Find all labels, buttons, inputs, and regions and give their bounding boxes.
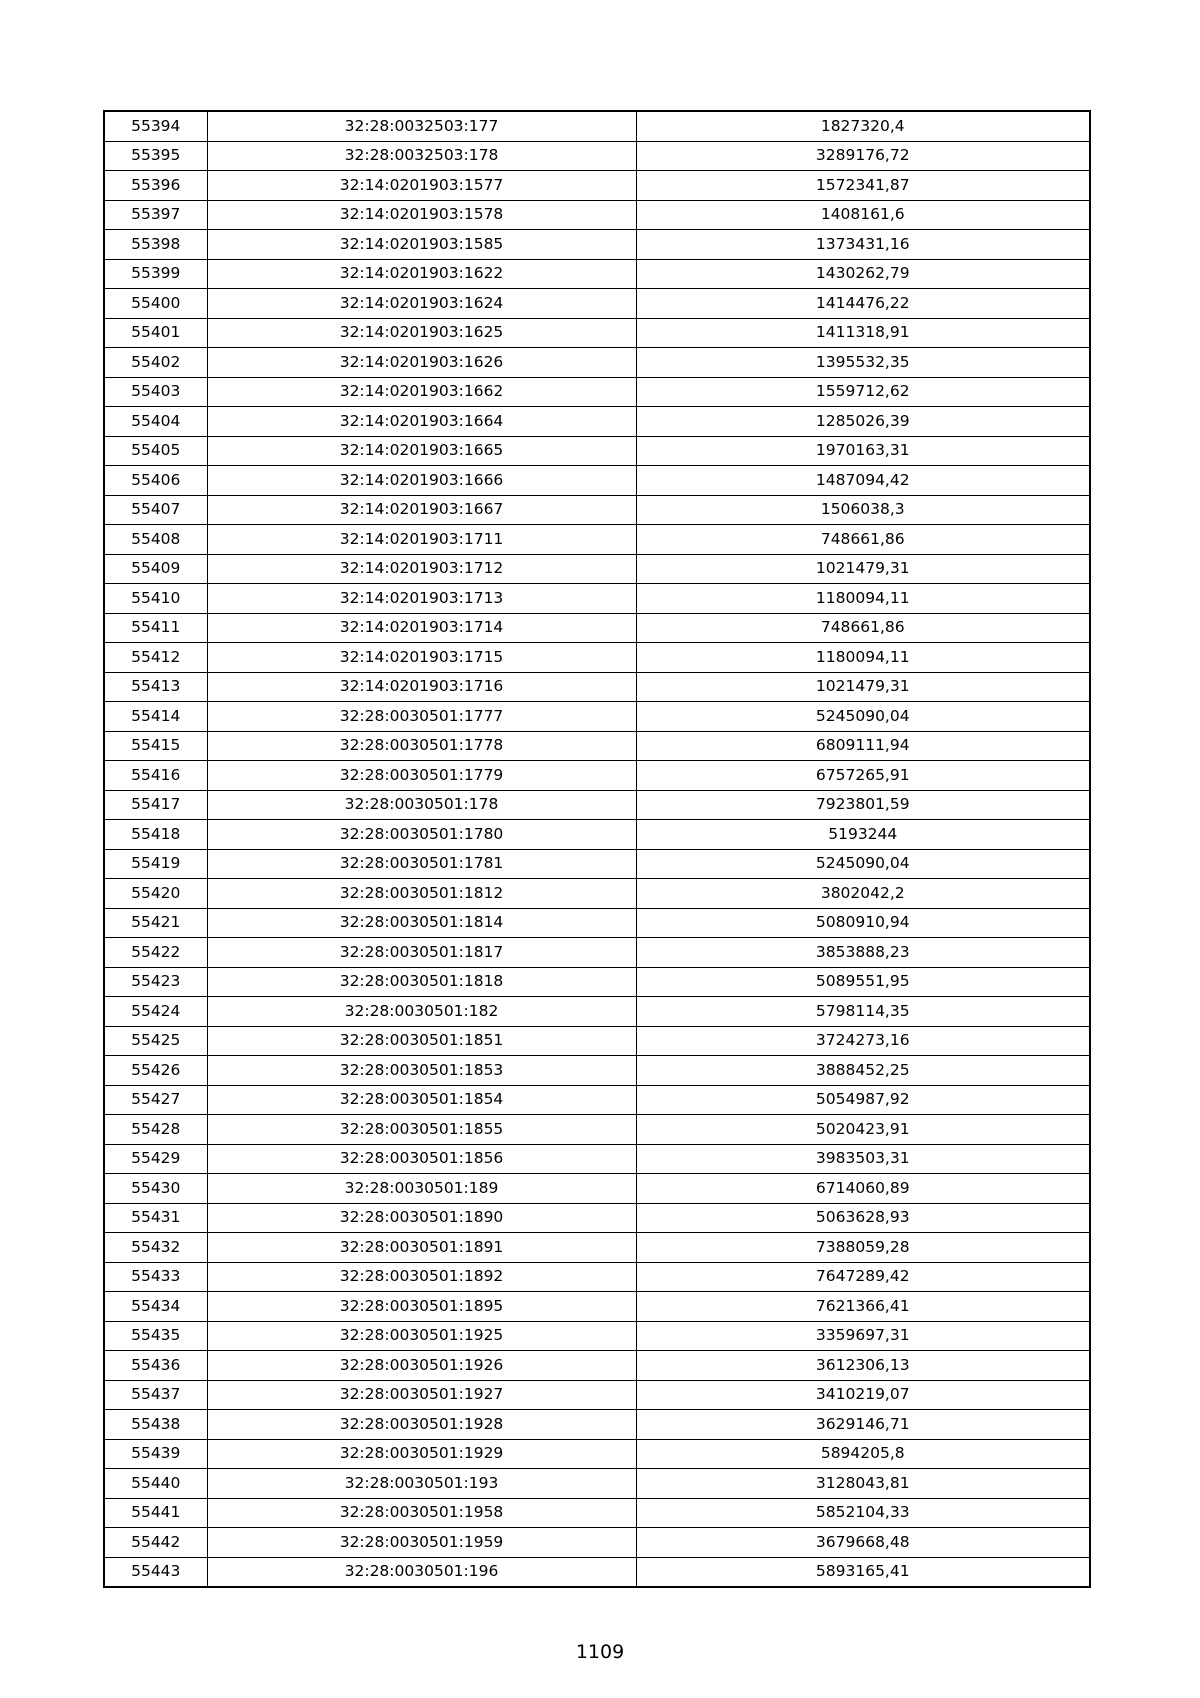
row-number-cell: 55410	[104, 584, 207, 614]
value-cell: 3853888,23	[636, 938, 1090, 968]
cadastral-number-cell: 32:28:0030501:1854	[207, 1085, 636, 1115]
value-cell: 1827320,4	[636, 111, 1090, 141]
table-row	[104, 672, 1090, 702]
value-cell: 3128043,81	[636, 1469, 1090, 1499]
page-number: 1109	[575, 1641, 625, 1663]
table-body	[104, 111, 1090, 1587]
row-number-cell: 55428	[104, 1115, 207, 1145]
value-cell: 3289176,72	[636, 141, 1090, 171]
value-cell: 3724273,16	[636, 1026, 1090, 1056]
row-number-cell: 55397	[104, 200, 207, 230]
value-cell: 3802042,2	[636, 879, 1090, 909]
cadastral-number-cell: 32:14:0201903:1585	[207, 230, 636, 260]
row-number-cell: 55404	[104, 407, 207, 437]
table-row	[104, 643, 1090, 673]
cadastral-number-cell: 32:14:0201903:1716	[207, 672, 636, 702]
table-row	[104, 1115, 1090, 1145]
value-cell: 5080910,94	[636, 908, 1090, 938]
value-cell: 1487094,42	[636, 466, 1090, 496]
cadastral-number-cell: 32:28:0030501:1851	[207, 1026, 636, 1056]
value-cell: 5852104,33	[636, 1498, 1090, 1528]
value-cell: 3612306,13	[636, 1351, 1090, 1381]
row-number-cell: 55415	[104, 731, 207, 761]
value-cell: 7621366,41	[636, 1292, 1090, 1322]
table-row	[104, 289, 1090, 319]
cadastral-number-cell: 32:28:0030501:1817	[207, 938, 636, 968]
table-row	[104, 584, 1090, 614]
row-number-cell: 55394	[104, 111, 207, 141]
cadastral-number-cell: 32:28:0030501:1818	[207, 967, 636, 997]
cadastral-number-cell: 32:14:0201903:1711	[207, 525, 636, 555]
table-row	[104, 436, 1090, 466]
table-row	[104, 702, 1090, 732]
value-cell: 3629146,71	[636, 1410, 1090, 1440]
row-number-cell: 55434	[104, 1292, 207, 1322]
cadastral-number-cell: 32:28:0030501:1891	[207, 1233, 636, 1263]
row-number-cell: 55403	[104, 377, 207, 407]
data-table	[103, 110, 1091, 1588]
row-number-cell: 55431	[104, 1203, 207, 1233]
value-cell: 6809111,94	[636, 731, 1090, 761]
table-row	[104, 1439, 1090, 1469]
row-number-cell: 55433	[104, 1262, 207, 1292]
value-cell: 7647289,42	[636, 1262, 1090, 1292]
value-cell: 3359697,31	[636, 1321, 1090, 1351]
table-row	[104, 111, 1090, 141]
table-row	[104, 1056, 1090, 1086]
value-cell: 1411318,91	[636, 318, 1090, 348]
value-cell: 1414476,22	[636, 289, 1090, 319]
cadastral-number-cell: 32:28:0030501:1926	[207, 1351, 636, 1381]
cadastral-number-cell: 32:28:0030501:1781	[207, 849, 636, 879]
cadastral-number-cell: 32:14:0201903:1624	[207, 289, 636, 319]
row-number-cell: 55419	[104, 849, 207, 879]
table-row	[104, 1351, 1090, 1381]
table-row	[104, 1528, 1090, 1558]
row-number-cell: 55406	[104, 466, 207, 496]
cadastral-number-cell: 32:14:0201903:1662	[207, 377, 636, 407]
value-cell: 5089551,95	[636, 967, 1090, 997]
row-number-cell: 55396	[104, 171, 207, 201]
row-number-cell: 55412	[104, 643, 207, 673]
row-number-cell: 55436	[104, 1351, 207, 1381]
row-number-cell: 55421	[104, 908, 207, 938]
table-row	[104, 908, 1090, 938]
table-row	[104, 259, 1090, 289]
cadastral-number-cell: 32:28:0030501:178	[207, 790, 636, 820]
row-number-cell: 55405	[104, 436, 207, 466]
table-row	[104, 1144, 1090, 1174]
cadastral-number-cell: 32:28:0030501:1778	[207, 731, 636, 761]
value-cell: 3983503,31	[636, 1144, 1090, 1174]
cadastral-number-cell: 32:28:0030501:193	[207, 1469, 636, 1499]
table-row	[104, 230, 1090, 260]
row-number-cell: 55422	[104, 938, 207, 968]
value-cell: 1021479,31	[636, 554, 1090, 584]
cadastral-number-cell: 32:14:0201903:1667	[207, 495, 636, 525]
cadastral-number-cell: 32:14:0201903:1713	[207, 584, 636, 614]
table-row	[104, 318, 1090, 348]
table-row	[104, 1174, 1090, 1204]
table-row	[104, 820, 1090, 850]
value-cell: 5893165,41	[636, 1557, 1090, 1587]
value-cell: 1285026,39	[636, 407, 1090, 437]
cadastral-number-cell: 32:28:0030501:1777	[207, 702, 636, 732]
table-row	[104, 1498, 1090, 1528]
cadastral-number-cell: 32:28:0030501:182	[207, 997, 636, 1027]
table-row	[104, 1203, 1090, 1233]
cadastral-number-cell: 32:28:0030501:1814	[207, 908, 636, 938]
value-cell: 1572341,87	[636, 171, 1090, 201]
value-cell: 1021479,31	[636, 672, 1090, 702]
cadastral-number-cell: 32:28:0032503:178	[207, 141, 636, 171]
row-number-cell: 55438	[104, 1410, 207, 1440]
value-cell: 1559712,62	[636, 377, 1090, 407]
row-number-cell: 55402	[104, 348, 207, 378]
cadastral-number-cell: 32:28:0030501:1779	[207, 761, 636, 791]
row-number-cell: 55400	[104, 289, 207, 319]
row-number-cell: 55417	[104, 790, 207, 820]
cadastral-number-cell: 32:14:0201903:1664	[207, 407, 636, 437]
cadastral-number-cell: 32:14:0201903:1578	[207, 200, 636, 230]
cadastral-number-cell: 32:14:0201903:1666	[207, 466, 636, 496]
row-number-cell: 55407	[104, 495, 207, 525]
row-number-cell: 55440	[104, 1469, 207, 1499]
row-number-cell: 55414	[104, 702, 207, 732]
value-cell: 5054987,92	[636, 1085, 1090, 1115]
table-row	[104, 790, 1090, 820]
cadastral-number-cell: 32:28:0030501:196	[207, 1557, 636, 1587]
table-row	[104, 1026, 1090, 1056]
cadastral-number-cell: 32:14:0201903:1622	[207, 259, 636, 289]
cadastral-number-cell: 32:28:0030501:1892	[207, 1262, 636, 1292]
row-number-cell: 55420	[104, 879, 207, 909]
table-row	[104, 495, 1090, 525]
cadastral-number-cell: 32:28:0030501:1929	[207, 1439, 636, 1469]
value-cell: 1506038,3	[636, 495, 1090, 525]
value-cell: 5245090,04	[636, 702, 1090, 732]
table-row	[104, 1262, 1090, 1292]
value-cell: 7388059,28	[636, 1233, 1090, 1263]
row-number-cell: 55411	[104, 613, 207, 643]
value-cell: 5245090,04	[636, 849, 1090, 879]
row-number-cell: 55437	[104, 1380, 207, 1410]
row-number-cell: 55416	[104, 761, 207, 791]
value-cell: 3679668,48	[636, 1528, 1090, 1558]
value-cell: 5894205,8	[636, 1439, 1090, 1469]
table-row	[104, 171, 1090, 201]
value-cell: 1970163,31	[636, 436, 1090, 466]
value-cell: 748661,86	[636, 613, 1090, 643]
cadastral-number-cell: 32:28:0030501:1927	[207, 1380, 636, 1410]
table-row	[104, 407, 1090, 437]
row-number-cell: 55429	[104, 1144, 207, 1174]
value-cell: 1373431,16	[636, 230, 1090, 260]
table-row	[104, 200, 1090, 230]
cadastral-number-cell: 32:28:0030501:1925	[207, 1321, 636, 1351]
row-number-cell: 55401	[104, 318, 207, 348]
row-number-cell: 55441	[104, 1498, 207, 1528]
table-row	[104, 1380, 1090, 1410]
table-row	[104, 1292, 1090, 1322]
value-cell: 6714060,89	[636, 1174, 1090, 1204]
cadastral-number-cell: 32:28:0030501:1958	[207, 1498, 636, 1528]
table-row	[104, 731, 1090, 761]
row-number-cell: 55442	[104, 1528, 207, 1558]
value-cell: 748661,86	[636, 525, 1090, 555]
cadastral-number-cell: 32:28:0030501:1895	[207, 1292, 636, 1322]
cadastral-number-cell: 32:14:0201903:1714	[207, 613, 636, 643]
value-cell: 1430262,79	[636, 259, 1090, 289]
row-number-cell: 55432	[104, 1233, 207, 1263]
row-number-cell: 55398	[104, 230, 207, 260]
table-row	[104, 1321, 1090, 1351]
row-number-cell: 55426	[104, 1056, 207, 1086]
row-number-cell: 55395	[104, 141, 207, 171]
row-number-cell: 55443	[104, 1557, 207, 1587]
row-number-cell: 55399	[104, 259, 207, 289]
row-number-cell: 55424	[104, 997, 207, 1027]
cadastral-number-cell: 32:28:0030501:1856	[207, 1144, 636, 1174]
value-cell: 5798114,35	[636, 997, 1090, 1027]
row-number-cell: 55430	[104, 1174, 207, 1204]
cadastral-number-cell: 32:14:0201903:1712	[207, 554, 636, 584]
cadastral-number-cell: 32:14:0201903:1626	[207, 348, 636, 378]
value-cell: 1180094,11	[636, 643, 1090, 673]
value-cell: 3410219,07	[636, 1380, 1090, 1410]
table-row	[104, 879, 1090, 909]
cadastral-number-cell: 32:28:0030501:1812	[207, 879, 636, 909]
cadastral-number-cell: 32:28:0030501:1928	[207, 1410, 636, 1440]
table-row	[104, 1557, 1090, 1587]
value-cell: 5193244	[636, 820, 1090, 850]
cadastral-number-cell: 32:28:0030501:1855	[207, 1115, 636, 1145]
cadastral-number-cell: 32:28:0030501:1959	[207, 1528, 636, 1558]
cadastral-number-cell: 32:14:0201903:1715	[207, 643, 636, 673]
row-number-cell: 55439	[104, 1439, 207, 1469]
table-row	[104, 1410, 1090, 1440]
cadastral-number-cell: 32:28:0030501:1853	[207, 1056, 636, 1086]
value-cell: 1408161,6	[636, 200, 1090, 230]
row-number-cell: 55418	[104, 820, 207, 850]
row-number-cell: 55425	[104, 1026, 207, 1056]
table-row	[104, 613, 1090, 643]
table-row	[104, 1085, 1090, 1115]
table-row	[104, 348, 1090, 378]
row-number-cell: 55435	[104, 1321, 207, 1351]
table-row	[104, 997, 1090, 1027]
value-cell: 5063628,93	[636, 1203, 1090, 1233]
row-number-cell: 55427	[104, 1085, 207, 1115]
cadastral-number-cell: 32:28:0030501:189	[207, 1174, 636, 1204]
value-cell: 6757265,91	[636, 761, 1090, 791]
value-cell: 1180094,11	[636, 584, 1090, 614]
table-row	[104, 761, 1090, 791]
value-cell: 7923801,59	[636, 790, 1090, 820]
table-row	[104, 849, 1090, 879]
table-row	[104, 938, 1090, 968]
table-row	[104, 377, 1090, 407]
row-number-cell: 55409	[104, 554, 207, 584]
table-row	[104, 1469, 1090, 1499]
cadastral-number-cell: 32:14:0201903:1665	[207, 436, 636, 466]
value-cell: 5020423,91	[636, 1115, 1090, 1145]
table-row	[104, 466, 1090, 496]
cadastral-number-cell: 32:28:0030501:1890	[207, 1203, 636, 1233]
cadastral-number-cell: 32:14:0201903:1625	[207, 318, 636, 348]
row-number-cell: 55423	[104, 967, 207, 997]
table-row	[104, 554, 1090, 584]
cadastral-number-cell: 32:14:0201903:1577	[207, 171, 636, 201]
table-row	[104, 141, 1090, 171]
row-number-cell: 55408	[104, 525, 207, 555]
row-number-cell: 55413	[104, 672, 207, 702]
value-cell: 1395532,35	[636, 348, 1090, 378]
cadastral-number-cell: 32:28:0032503:177	[207, 111, 636, 141]
value-cell: 3888452,25	[636, 1056, 1090, 1086]
table-row	[104, 1233, 1090, 1263]
table-row	[104, 525, 1090, 555]
table-row	[104, 967, 1090, 997]
cadastral-number-cell: 32:28:0030501:1780	[207, 820, 636, 850]
